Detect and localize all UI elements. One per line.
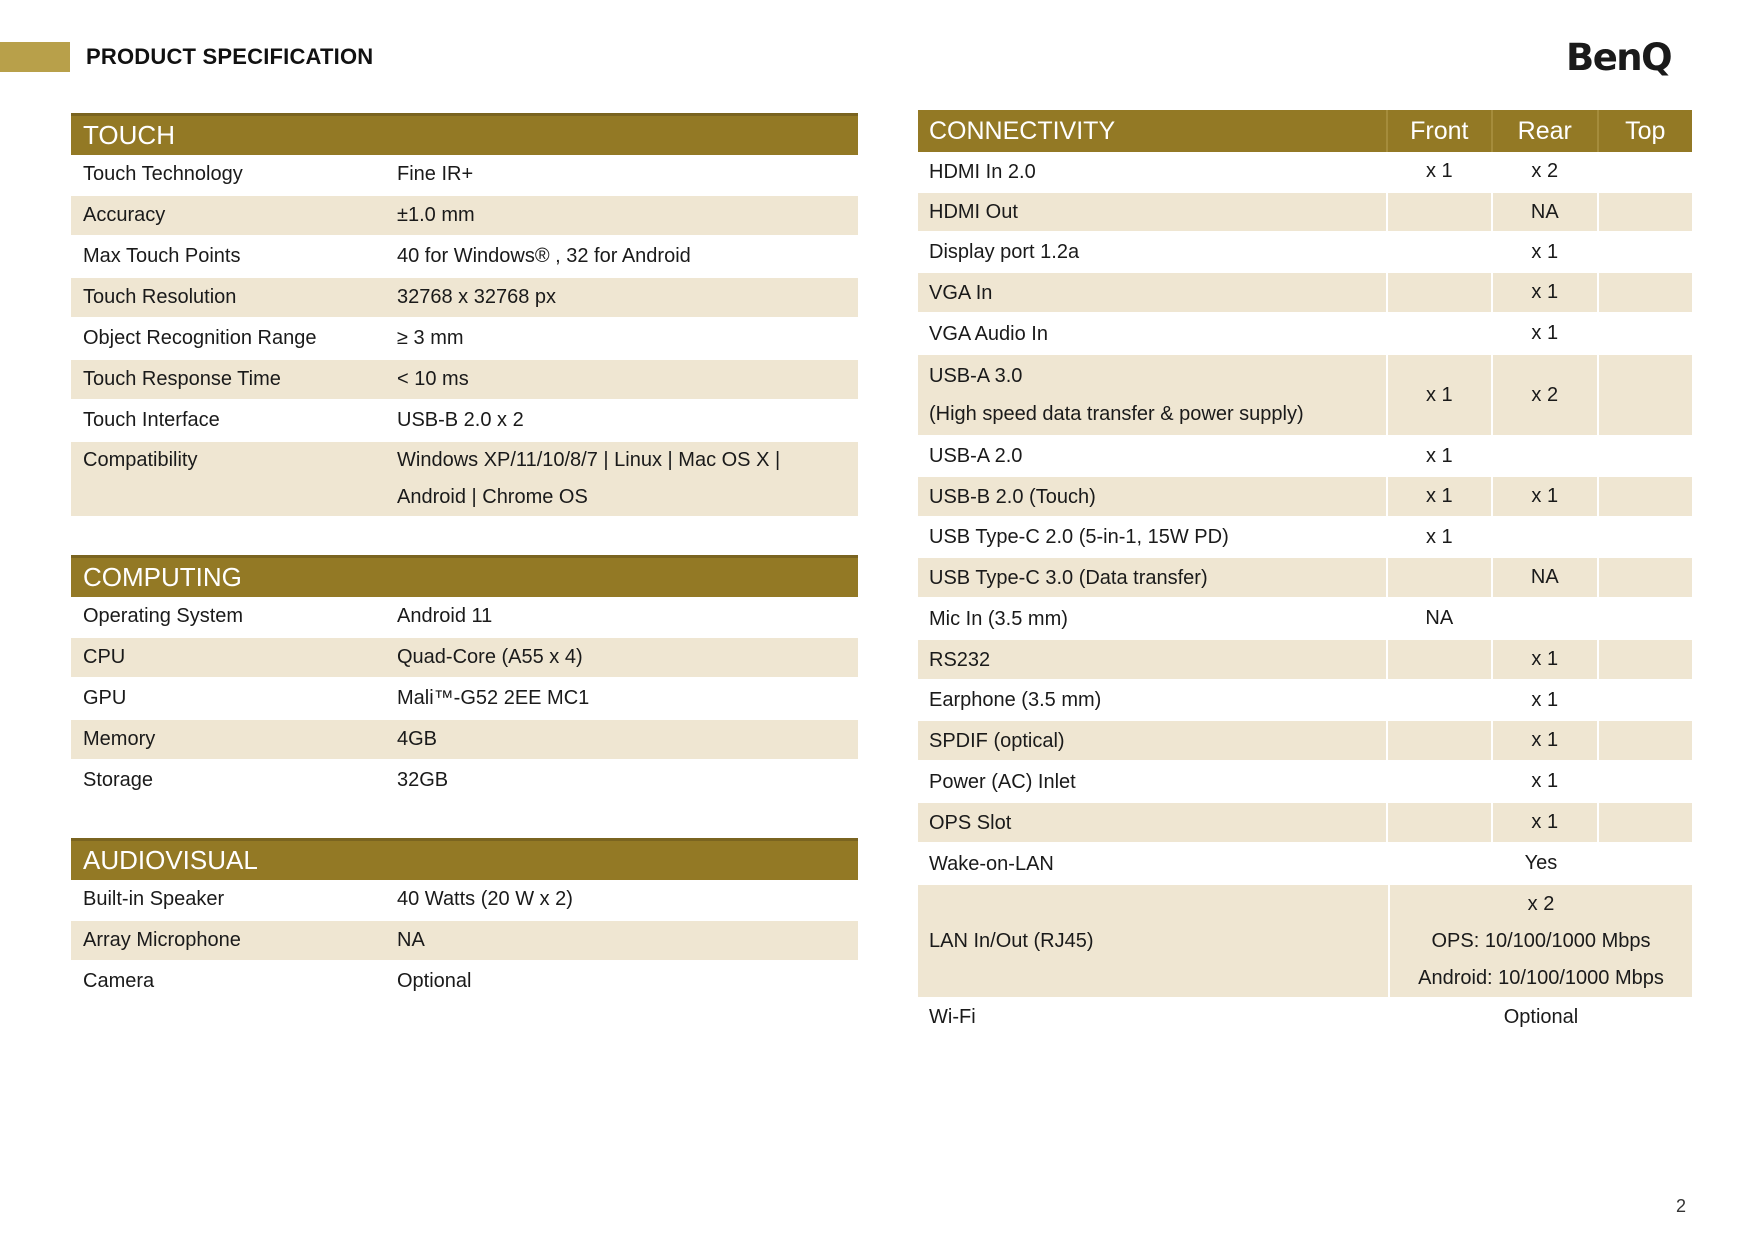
row-label-text: Mic In (3.5 mm) [929,607,1068,630]
front-value [1388,803,1493,842]
row-label: Accuracy [83,204,166,226]
row-label-text: USB Type-C 3.0 (Data transfer) [929,566,1208,589]
table-row [71,442,858,518]
row-label [918,193,1388,231]
top-value [1599,803,1693,842]
table-row [918,999,1692,1037]
computing-table [71,555,858,802]
rear-value: x 1 [1493,681,1598,719]
row-label: Compatibility [83,449,198,471]
row-value: 32GB [397,769,449,791]
row-value [397,442,858,516]
top-value [1599,762,1693,801]
table-row [71,319,858,360]
front-value [1388,314,1493,353]
row-label [918,518,1388,556]
row-label [918,152,1388,191]
front-value [1388,762,1493,801]
row-value: 40 for Windows® , 32 for Android [397,245,691,267]
row-label: Touch Resolution [83,286,237,308]
row-label: Touch Technology [83,163,243,185]
table-row [71,237,858,278]
front-value: x 1 [1388,152,1493,191]
table-row [918,844,1692,885]
row-label-text: Display port 1.2a [929,241,1080,263]
row-label-text: HDMI In 2.0 [929,160,1036,183]
table-row [918,355,1692,437]
top-value [1599,518,1693,556]
row-value: 32768 x 32768 px [397,286,557,308]
front-value [1388,193,1493,231]
row-label: Memory [83,728,156,750]
front-value: NA [1388,599,1493,638]
table-row [918,599,1692,640]
front-value [1388,558,1493,597]
row-label: GPU [83,687,127,709]
row-value-line: Windows XP/11/10/8/7 | Linux | Mac OS X | [397,449,781,471]
rear-value: x 1 [1493,477,1598,516]
table-row [71,360,858,401]
row-label-text: LAN In/Out (RJ45) [929,930,1094,952]
front-value [1388,721,1493,760]
table-row [918,437,1692,477]
row-label-text: SPDIF (optical) [929,729,1065,752]
rear-value: x 1 [1493,273,1598,312]
table-row [71,761,858,802]
table-row [918,762,1692,803]
rear-value: x 2 [1493,152,1598,191]
row-value: ≥ 3 mm [397,327,464,349]
rear-value: x 1 [1493,233,1598,271]
wifi-value: Optional [1503,1005,1579,1028]
row-value: Fine IR+ [397,163,474,185]
rear-value: NA [1493,193,1598,231]
top-value [1599,558,1693,597]
connectivity-header [918,110,1692,152]
row-label-text: Wake-on-LAN [929,852,1054,875]
row-value-line: Android | Chrome OS [397,486,588,508]
row-label [918,844,1390,883]
rear-value: x 1 [1493,762,1598,801]
front-value [1388,681,1493,719]
table-row [71,278,858,319]
row-label-text: USB-A 2.0 [929,445,1023,467]
col-rear: Rear [1493,110,1598,152]
rear-value: NA [1493,558,1598,597]
row-label: Array Microphone [83,929,241,951]
table-row [71,679,858,720]
table-row [918,233,1692,273]
table-row [918,803,1692,844]
table-row [918,314,1692,355]
top-value [1599,152,1693,191]
col-front: Front [1388,110,1493,152]
lan-value [1390,885,1692,997]
table-row [918,193,1692,233]
table-row [918,640,1692,681]
row-value: 40 Watts (20 W x 2) [397,888,573,910]
front-value [1388,273,1493,312]
connectivity-table [918,110,1692,1037]
row-label [918,681,1388,719]
front-value: x 1 [1388,355,1493,435]
front-value: x 1 [1388,477,1493,516]
row-label-text: VGA Audio In [929,322,1048,345]
header-accent-bar [0,42,70,72]
rear-value: x 1 [1493,803,1598,842]
row-label [918,762,1388,801]
table-row [918,885,1692,999]
top-value [1599,437,1693,475]
top-value [1599,640,1693,679]
audiovisual-table [71,838,858,1003]
top-value [1599,477,1693,516]
row-label [918,885,1390,997]
row-label [918,477,1388,516]
rear-value [1493,437,1598,475]
top-value [1599,355,1693,435]
touch-table [71,113,858,518]
row-label-text: Wi-Fi [929,1006,976,1028]
row-value: Mali™-G52 2EE MC1 [397,687,590,709]
row-label-text: USB Type-C 2.0 (5-in-1, 15W PD) [929,526,1229,548]
rear-value: x 1 [1493,640,1598,679]
table-row [71,196,858,237]
row-label-text: RS232 [929,648,991,671]
table-row [918,558,1692,599]
table-row [71,638,858,679]
row-value: < 10 ms [397,368,469,390]
front-value: x 1 [1388,437,1493,475]
top-value [1599,314,1693,353]
top-value [1599,193,1693,231]
row-label [918,721,1388,760]
rear-value [1493,518,1598,556]
row-label-text: OPS Slot [929,811,1012,834]
row-value: Optional [397,970,472,992]
table-row [918,273,1692,314]
row-label [918,640,1388,679]
row-label: Touch Interface [83,409,220,431]
table-row [918,477,1692,518]
row-value: ±1.0 mm [397,204,475,226]
table-row [918,681,1692,721]
row-label: CPU [83,646,126,668]
lan-count: x 2 [1527,892,1555,915]
row-label: Max Touch Points [83,245,241,267]
table-row [71,720,858,761]
table-row [918,518,1692,558]
benq-logo [1566,36,1686,84]
row-label-text: USB-B 2.0 (Touch) [929,485,1096,508]
connectivity-heading: CONNECTIVITY [918,110,1388,152]
row-label-subtext: (High speed data transfer & power supply) [929,403,1304,425]
row-label-text: Earphone (3.5 mm) [929,689,1102,711]
table-row [71,880,858,921]
lan-ops-speed: OPS: 10/100/1000 Mbps [1431,929,1651,952]
wol-value: Yes [1524,852,1558,874]
row-label-text: HDMI Out [929,201,1018,223]
row-label [918,558,1388,597]
page-title: PRODUCT SPECIFICATION [86,44,374,69]
front-value [1388,640,1493,679]
table-row [918,721,1692,762]
row-label: Operating System [83,605,244,627]
table-row [918,152,1692,193]
row-label [918,273,1388,312]
row-label [918,599,1388,638]
front-value [1388,233,1493,271]
table-row [71,921,858,962]
row-value: Android 11 [397,605,493,627]
row-label [918,355,1388,435]
row-label-text: VGA In [929,281,993,304]
table-row [71,597,858,638]
computing-heading: COMPUTING [71,555,858,597]
row-label [918,233,1388,271]
row-value: USB-B 2.0 x 2 [397,409,524,431]
row-label: Touch Response Time [83,368,281,390]
row-label-text: Power (AC) Inlet [929,770,1076,793]
audiovisual-heading: AUDIOVISUAL [71,838,858,880]
row-value: Quad-Core (A55 x 4) [397,646,583,668]
row-label: Storage [83,769,154,791]
lan-android-speed: Android: 10/100/1000 Mbps [1418,966,1664,989]
top-value [1599,681,1693,719]
row-value: 4GB [397,728,438,750]
row-label [918,437,1388,475]
table-row [71,401,858,442]
top-value [1599,721,1693,760]
top-value [1599,273,1693,312]
row-label: Object Recognition Range [83,327,317,349]
front-value: x 1 [1388,518,1493,556]
logo-text: BenQ [1566,36,1672,79]
col-top: Top [1625,116,1666,145]
top-value [1599,233,1693,271]
row-label: Camera [83,970,155,992]
rear-value: x 1 [1493,721,1598,760]
row-label-text: USB-A 3.0 [929,365,1023,387]
table-row [71,962,858,1003]
row-label [918,314,1388,353]
rear-value: x 2 [1493,355,1598,435]
row-label [918,803,1388,842]
touch-heading: TOUCH [71,113,858,155]
top-value [1599,599,1693,638]
row-label: Built-in Speaker [83,888,225,910]
rear-value [1493,599,1598,638]
table-row [71,155,858,196]
row-value: NA [397,929,425,951]
row-label [918,999,1390,1035]
rear-value: x 1 [1493,314,1598,353]
page-number: 2 [1676,1196,1687,1216]
